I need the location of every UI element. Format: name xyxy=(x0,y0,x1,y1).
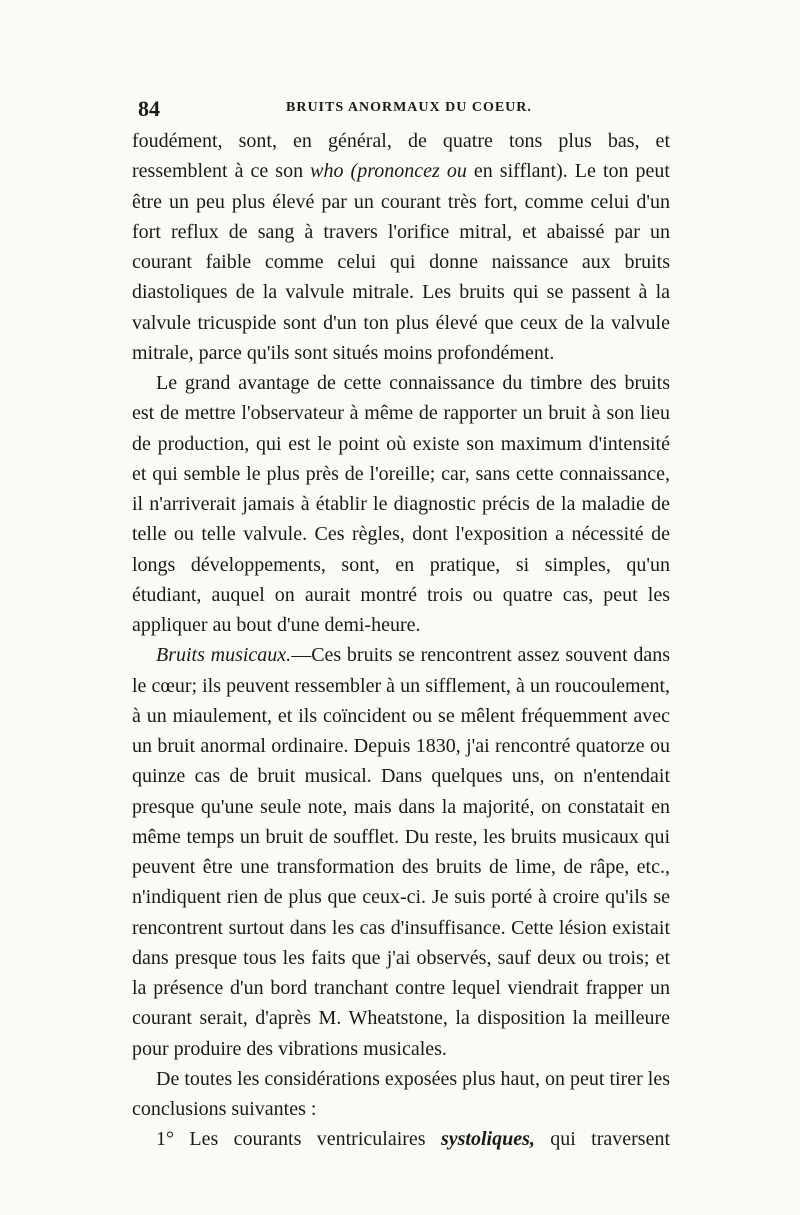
paragraph xyxy=(132,368,670,640)
running-head: BRUITS ANORMAUX DU COEUR. xyxy=(286,100,532,115)
section-heading-inline: Bruits musicaux. xyxy=(156,644,292,667)
italic-run: who (prononcez ou xyxy=(310,160,467,183)
text-run: —Ces bruits se rencontrent assez souvent dans le cœur; ils peuvent ressembler à un sifflement, à un roucoulement, à un miaulement, et ils coïncident ou se mêlent fréquemment avec un bruit anormal ordinaire. Depuis 1830, j'ai rencontré quatorze ou quinze cas de bruit musical. Dans quelques uns, on n'entendait presque qu'une seule note, mais dans la majorité, on constatait en même temps un bruit de soufflet. Du reste, les bruits musicaux qui peuvent être une transformation des bruits de lime, de râpe, etc., n'indiquent rien de plus que ceux-ci. Je suis porté à croire qu'ils se rencontrent surtout dans les cas d'insuffisance. Cette lésion existait dans presque tous les faits que j'ai observés, sauf deux ou trois; et la présence d'un bord tranchant contre lequel viendrait frapper un courant serait, d'après M. Wheatstone, la disposition la meilleure pour produire des vibrations musicales. xyxy=(132,644,671,1060)
body-text xyxy=(132,126,670,1155)
page-header xyxy=(136,96,676,120)
page-number: 84 xyxy=(138,96,160,121)
paragraph xyxy=(132,126,670,368)
text-run: qui traversent xyxy=(534,1128,671,1151)
paragraph xyxy=(132,640,670,1064)
text-run: 1° Les courants ventriculaires xyxy=(156,1128,441,1151)
paragraph xyxy=(132,1064,670,1125)
text-run: Le grand avantage de cette connaissance du timbre des bruits est de mettre l'observateur à même de rapporter un bruit à son lieu de production, qui est le point où existe son maximum d'intensité et qui semble le plus près de l'oreille; car, sans cette connaissance, il n'arriverait jamais à établir le diagnostic précis de la maladie de telle ou telle valvule. Ces règles, dont l'exposition a nécessité de longs développements, sont, en pratique, si simples, qu'un étudiant, auquel on aurait montré trois ou quatre cas, peut les appliquer au bout d'une demi-heure. xyxy=(132,372,670,636)
text-run: De toutes les considérations exposées plus haut, on peut tirer les conclusions suivantes : xyxy=(132,1067,670,1120)
text-run: en sifflant). Le ton peut être un peu plus élevé par un courant très fort, comme celui d'un fort reflux de sang à travers l'orifice mitral, et abaissé par un courant faible comme celui qui donne naissance aux bruits diastoliques de la valvule mitrale. Les bruits qui se passent à la valvule tricuspide sont d'un ton plus élevé que ceux de la valvule mitrale, parce qu'ils sont situés moins profondément. xyxy=(132,160,670,364)
italic-bold-run: systoliques, xyxy=(440,1128,535,1151)
text-run: foudément, sont, en général, de quatre tons plus bas, et ressemblent à ce son xyxy=(132,130,670,183)
paragraph xyxy=(132,1124,670,1154)
